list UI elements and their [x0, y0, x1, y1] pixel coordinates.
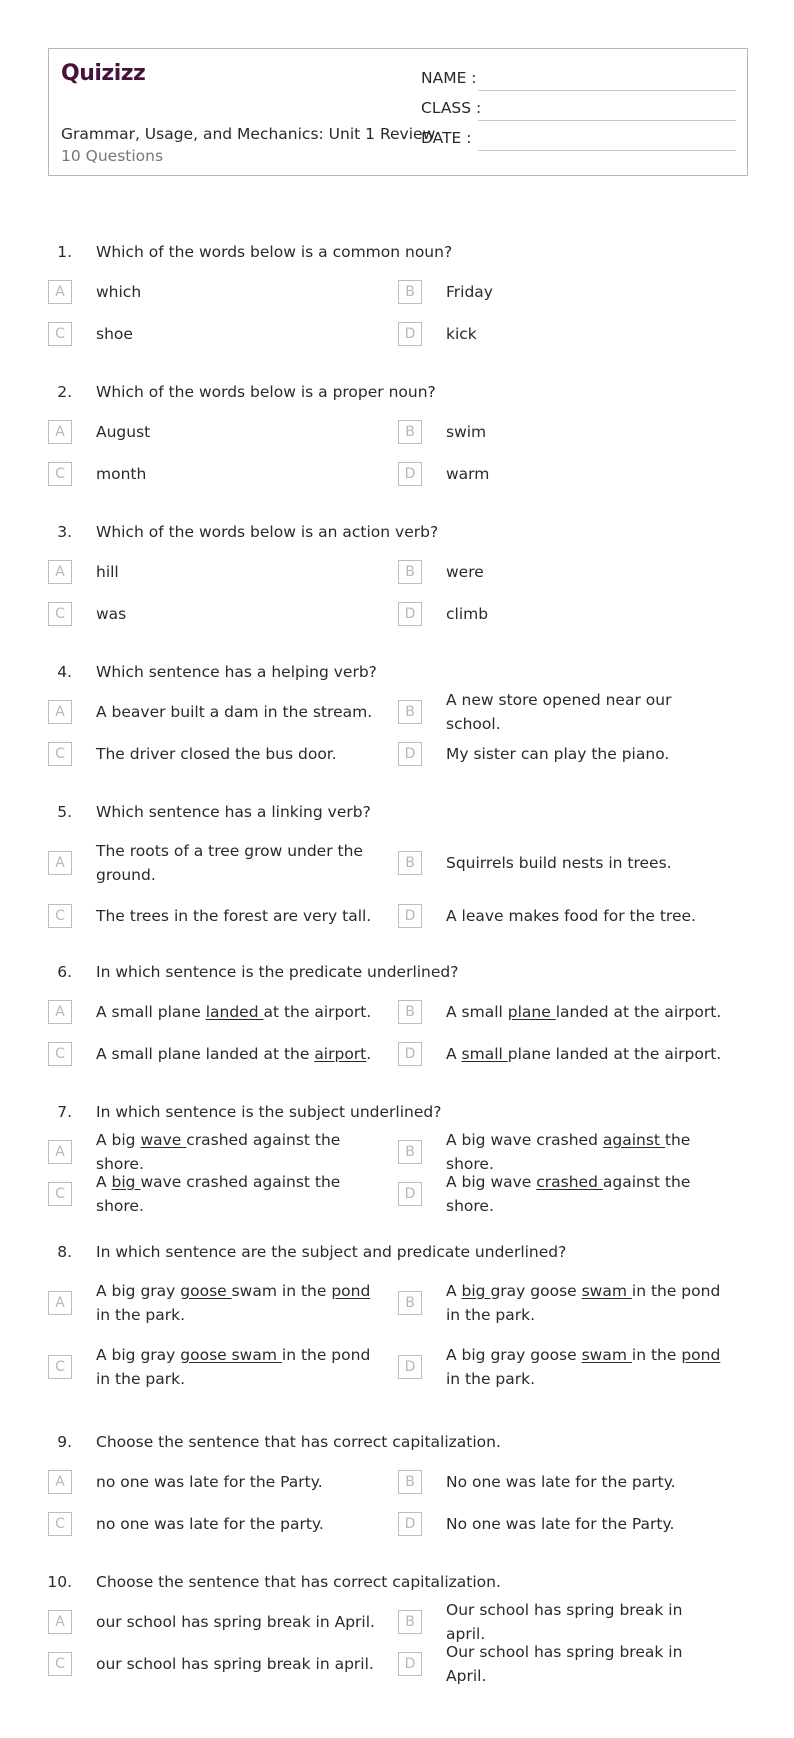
- option-letter-box[interactable]: A: [48, 851, 72, 875]
- underlined-segment: swam: [581, 1282, 632, 1300]
- option-a[interactable]: [48, 688, 388, 736]
- text-segment: month: [96, 465, 147, 483]
- text-segment: The driver closed the bus door.: [96, 745, 337, 763]
- option-letter-box[interactable]: C: [48, 1355, 72, 1379]
- option-text: [446, 462, 726, 486]
- text-segment: Our school has spring break in April.: [446, 1643, 683, 1685]
- option-text: [446, 1598, 726, 1646]
- option-text: [446, 420, 726, 444]
- option-text: [96, 462, 376, 486]
- option-b[interactable]: [398, 1279, 738, 1327]
- option-text: [96, 1170, 376, 1218]
- text-segment: which: [96, 283, 142, 301]
- option-letter-box[interactable]: B: [398, 1000, 422, 1024]
- text-segment: A big gray: [96, 1282, 181, 1300]
- option-letter-box[interactable]: D: [398, 1652, 422, 1676]
- option-letter-box[interactable]: A: [48, 1291, 72, 1315]
- text-segment: A: [96, 1173, 112, 1191]
- worksheet-header: [48, 48, 748, 176]
- option-letter-box[interactable]: C: [48, 1512, 72, 1536]
- option-d[interactable]: [398, 730, 738, 778]
- option-text: [446, 851, 726, 875]
- option-letter-box[interactable]: C: [48, 462, 72, 486]
- question-number: 5.: [57, 803, 72, 821]
- question-text: Which of the words below is a proper noun?: [96, 383, 436, 401]
- text-segment: Squirrels build nests in trees.: [446, 854, 672, 872]
- underlined-segment: landed: [205, 1003, 264, 1021]
- option-text: [446, 1512, 726, 1536]
- text-segment: A: [446, 1282, 462, 1300]
- option-text: [96, 1470, 376, 1494]
- question-text: In which sentence is the predicate underlined?: [96, 963, 459, 981]
- underlined-segment: against: [602, 1131, 665, 1149]
- option-text: [446, 1470, 726, 1494]
- underlined-segment: goose swam: [180, 1346, 282, 1364]
- underlined-segment: plane: [507, 1003, 556, 1021]
- text-segment: our school has spring break in April.: [96, 1613, 375, 1631]
- quizizz-logo: Quizizz: [61, 61, 146, 86]
- option-letter-box[interactable]: D: [398, 1182, 422, 1206]
- text-segment: A small plane: [96, 1003, 206, 1021]
- question-text: Which of the words below is a common noun?: [96, 243, 453, 261]
- name-label: NAME :: [421, 69, 477, 87]
- option-letter-box[interactable]: D: [398, 1042, 422, 1066]
- option-a[interactable]: [48, 408, 388, 456]
- option-letter-box[interactable]: D: [398, 1355, 422, 1379]
- text-segment: A new store opened near our school.: [446, 691, 672, 733]
- option-a[interactable]: [48, 839, 388, 887]
- text-segment: No one was late for the Party.: [446, 1515, 675, 1533]
- text-segment: A small plane landed at the: [96, 1045, 315, 1063]
- underlined-segment: wave: [140, 1131, 187, 1149]
- option-text: [446, 560, 726, 584]
- option-c[interactable]: [48, 1343, 388, 1391]
- text-segment: warm: [446, 465, 490, 483]
- worksheet-title: Grammar, Usage, and Mechanics: Unit 1 Review: [61, 125, 436, 143]
- question-number: 7.: [57, 1103, 72, 1121]
- option-a[interactable]: [48, 548, 388, 596]
- option-letter-box[interactable]: D: [398, 904, 422, 928]
- option-d[interactable]: [398, 892, 738, 940]
- text-segment: landed at the airport.: [555, 1003, 722, 1021]
- text-segment: A big: [96, 1131, 141, 1149]
- option-text: [96, 420, 376, 444]
- option-letter-box[interactable]: A: [48, 1470, 72, 1494]
- class-label: CLASS :: [421, 99, 482, 117]
- text-segment: hill: [96, 563, 119, 581]
- option-b[interactable]: [398, 839, 738, 887]
- option-text: [446, 1170, 726, 1218]
- option-d[interactable]: [398, 310, 738, 358]
- text-segment: Our school has spring break in april.: [446, 1601, 683, 1643]
- option-c[interactable]: [48, 450, 388, 498]
- option-letter-box[interactable]: D: [398, 1512, 422, 1536]
- option-text: [96, 1343, 376, 1391]
- option-text: [96, 1512, 376, 1536]
- text-segment: gray goose: [490, 1282, 582, 1300]
- option-letter-box[interactable]: D: [398, 742, 422, 766]
- option-d[interactable]: [398, 1500, 738, 1548]
- text-segment: in the: [631, 1346, 682, 1364]
- option-d[interactable]: [398, 1640, 738, 1688]
- text-segment: A big wave: [446, 1173, 537, 1191]
- date-label: DATE :: [421, 129, 472, 147]
- option-a[interactable]: [48, 1458, 388, 1506]
- text-segment: shoe: [96, 325, 133, 343]
- question-text: Choose the sentence that has correct capitalization.: [96, 1433, 501, 1451]
- option-c[interactable]: [48, 310, 388, 358]
- option-d[interactable]: [398, 1030, 738, 1078]
- question-number: 9.: [57, 1433, 72, 1451]
- text-segment: A big wave crashed: [446, 1131, 603, 1149]
- option-text: [446, 1640, 726, 1688]
- option-letter-box[interactable]: A: [48, 560, 72, 584]
- option-letter-box[interactable]: C: [48, 1652, 72, 1676]
- option-letter-box[interactable]: C: [48, 322, 72, 346]
- option-letter-box[interactable]: C: [48, 742, 72, 766]
- text-segment: No one was late for the party.: [446, 1473, 676, 1491]
- option-letter-box[interactable]: B: [398, 420, 422, 444]
- option-letter-box[interactable]: B: [398, 700, 422, 724]
- option-text: [96, 700, 376, 724]
- option-b[interactable]: [398, 408, 738, 456]
- option-b[interactable]: [398, 548, 738, 596]
- text-segment: climb: [446, 605, 489, 623]
- text-segment: in the pond in the park.: [96, 1346, 371, 1388]
- option-a[interactable]: [48, 1279, 388, 1327]
- option-letter-box[interactable]: C: [48, 1182, 72, 1206]
- question-text: Which sentence has a linking verb?: [96, 803, 371, 821]
- text-segment: in the park.: [446, 1370, 536, 1388]
- option-text: [446, 1000, 726, 1024]
- option-text: [446, 1128, 726, 1176]
- option-letter-box[interactable]: B: [398, 1140, 422, 1164]
- option-text: [96, 560, 376, 584]
- question-text: In which sentence is the subject underlined?: [96, 1103, 442, 1121]
- question-number: 6.: [57, 963, 72, 981]
- question-number: 1.: [57, 243, 72, 261]
- question-number: 4.: [57, 663, 72, 681]
- question-text: In which sentence are the subject and predicate underlined?: [96, 1243, 567, 1261]
- text-segment: our school has spring break in april.: [96, 1655, 374, 1673]
- option-d[interactable]: [398, 450, 738, 498]
- option-text: [96, 602, 376, 626]
- option-text: [446, 602, 726, 626]
- option-text: [96, 1610, 376, 1634]
- text-segment: the shore.: [446, 1131, 691, 1173]
- option-letter-box[interactable]: B: [398, 1470, 422, 1494]
- underlined-segment: big: [461, 1282, 491, 1300]
- option-b[interactable]: [398, 1128, 738, 1176]
- text-segment: swim: [446, 423, 487, 441]
- question-number: 2.: [57, 383, 72, 401]
- underlined-segment: crashed: [536, 1173, 603, 1191]
- option-letter-box[interactable]: C: [48, 602, 72, 626]
- option-letter-box[interactable]: B: [398, 1291, 422, 1315]
- option-text: [96, 1652, 376, 1676]
- option-c[interactable]: [48, 892, 388, 940]
- option-text: [446, 742, 726, 766]
- text-segment: were: [446, 563, 484, 581]
- text-segment: no one was late for the Party.: [96, 1473, 323, 1491]
- text-segment: no one was late for the party.: [96, 1515, 324, 1533]
- question-number: 3.: [57, 523, 72, 541]
- option-text: [446, 904, 726, 928]
- option-text: [96, 322, 376, 346]
- option-b[interactable]: [398, 268, 738, 316]
- option-a[interactable]: [48, 268, 388, 316]
- option-c[interactable]: [48, 1170, 388, 1218]
- question-number: 10.: [47, 1573, 72, 1591]
- text-segment: My sister can play the piano.: [446, 745, 670, 763]
- option-text: [446, 280, 726, 304]
- option-a[interactable]: [48, 1128, 388, 1176]
- option-text: [96, 1279, 376, 1327]
- option-a[interactable]: [48, 1598, 388, 1646]
- text-segment: in the park.: [96, 1306, 186, 1324]
- option-b[interactable]: [398, 1458, 738, 1506]
- text-segment: A: [446, 1045, 462, 1063]
- underlined-segment: pond: [681, 1346, 721, 1364]
- underlined-segment: airport: [314, 1045, 367, 1063]
- option-d[interactable]: [398, 590, 738, 638]
- option-text: [96, 1000, 376, 1024]
- option-letter-box[interactable]: A: [48, 1140, 72, 1164]
- option-text: [96, 904, 376, 928]
- option-c[interactable]: [48, 1640, 388, 1688]
- option-letter-box[interactable]: C: [48, 1042, 72, 1066]
- option-c[interactable]: [48, 1500, 388, 1548]
- option-text: [96, 280, 376, 304]
- option-letter-box[interactable]: D: [398, 462, 422, 486]
- option-d[interactable]: [398, 1343, 738, 1391]
- underlined-segment: swam: [581, 1346, 632, 1364]
- option-text: [446, 1279, 726, 1327]
- text-segment: August: [96, 423, 151, 441]
- text-segment: kick: [446, 325, 477, 343]
- option-b[interactable]: [398, 1598, 738, 1646]
- option-a[interactable]: [48, 988, 388, 1036]
- option-letter-box[interactable]: B: [398, 1610, 422, 1634]
- option-letter-box[interactable]: B: [398, 851, 422, 875]
- date-line[interactable]: [478, 150, 736, 151]
- option-b[interactable]: [398, 988, 738, 1036]
- text-segment: .: [366, 1045, 372, 1063]
- text-segment: was: [96, 605, 127, 623]
- text-segment: wave crashed against the shore.: [96, 1173, 341, 1215]
- option-letter-box[interactable]: A: [48, 700, 72, 724]
- question-text: Which sentence has a helping verb?: [96, 663, 377, 681]
- option-text: [446, 1042, 726, 1066]
- text-segment: A big gray: [96, 1346, 181, 1364]
- question-text: Choose the sentence that has correct capitalization.: [96, 1573, 501, 1591]
- option-d[interactable]: [398, 1170, 738, 1218]
- question-count: 10 Questions: [61, 147, 164, 165]
- underlined-segment: pond: [331, 1282, 371, 1300]
- option-letter-box[interactable]: A: [48, 420, 72, 444]
- option-letter-box[interactable]: D: [398, 602, 422, 626]
- option-b[interactable]: [398, 688, 738, 736]
- option-c[interactable]: [48, 1030, 388, 1078]
- text-segment: The trees in the forest are very tall.: [96, 907, 372, 925]
- name-line[interactable]: [478, 90, 736, 91]
- option-text: [96, 1042, 376, 1066]
- option-letter-box[interactable]: C: [48, 904, 72, 928]
- underlined-segment: goose: [180, 1282, 232, 1300]
- text-segment: plane landed at the airport.: [507, 1045, 722, 1063]
- text-segment: against the shore.: [446, 1173, 691, 1215]
- option-text: [96, 1128, 376, 1176]
- option-text: [96, 839, 376, 887]
- text-segment: swam in the: [231, 1282, 332, 1300]
- option-text: [446, 1343, 726, 1391]
- underlined-segment: big: [111, 1173, 141, 1191]
- text-segment: A leave makes food for the tree.: [446, 907, 696, 925]
- question-number: 8.: [57, 1243, 72, 1261]
- underlined-segment: small: [461, 1045, 508, 1063]
- text-segment: A beaver built a dam in the stream.: [96, 703, 373, 721]
- option-text: [446, 688, 726, 736]
- question-text: Which of the words below is an action verb?: [96, 523, 439, 541]
- text-segment: crashed against the shore.: [96, 1131, 341, 1173]
- text-segment: A small: [446, 1003, 508, 1021]
- text-segment: in the pond in the park.: [446, 1282, 721, 1324]
- class-line[interactable]: [478, 120, 736, 121]
- option-letter-box[interactable]: D: [398, 322, 422, 346]
- text-segment: Friday: [446, 283, 493, 301]
- option-letter-box[interactable]: B: [398, 280, 422, 304]
- option-c[interactable]: [48, 590, 388, 638]
- option-text: [96, 742, 376, 766]
- option-letter-box[interactable]: A: [48, 1000, 72, 1024]
- text-segment: A big gray goose: [446, 1346, 582, 1364]
- text-segment: The roots of a tree grow under the ground.: [96, 842, 363, 884]
- option-c[interactable]: [48, 730, 388, 778]
- option-letter-box[interactable]: A: [48, 1610, 72, 1634]
- option-letter-box[interactable]: A: [48, 280, 72, 304]
- option-text: [446, 322, 726, 346]
- option-letter-box[interactable]: B: [398, 560, 422, 584]
- text-segment: at the airport.: [263, 1003, 372, 1021]
